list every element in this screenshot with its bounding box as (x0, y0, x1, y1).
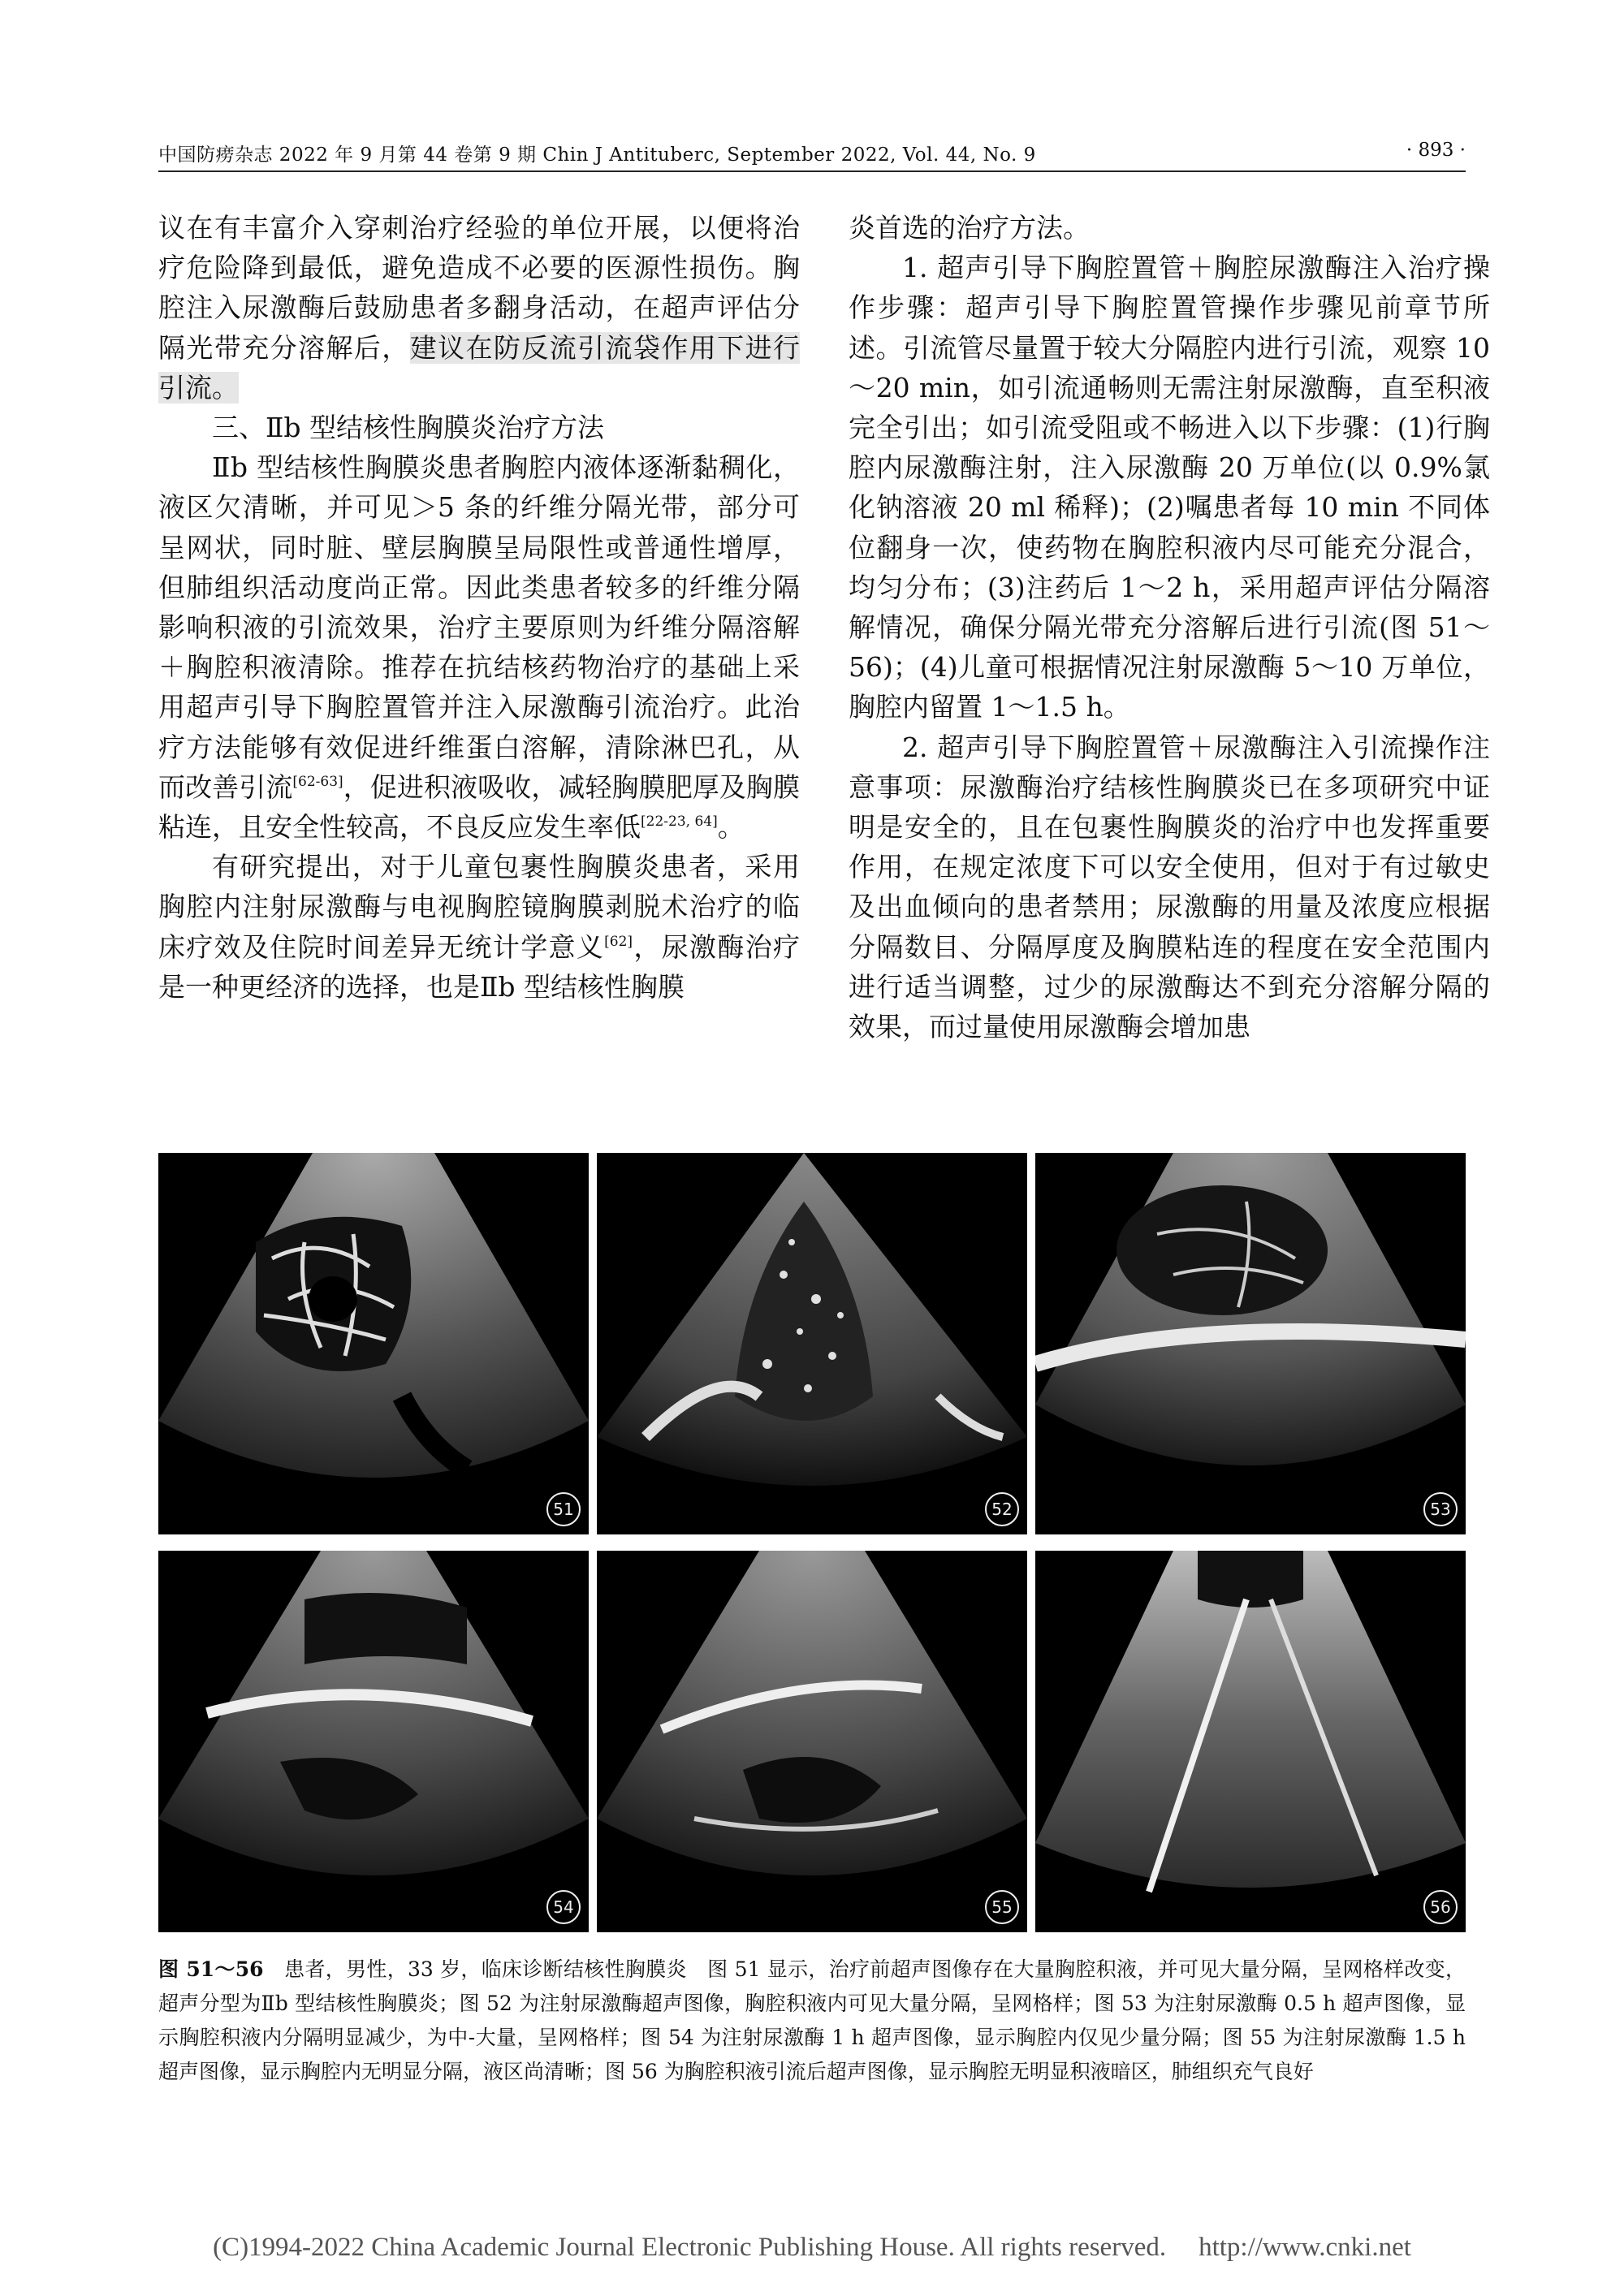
citation: [62-63] (292, 773, 343, 790)
paragraph: 1. 超声引导下胸腔置管＋胸腔尿激酶注入治疗操作步骤：超声引导下胸腔置管操作步骤见前章节所述。引流管尽量置于较大分隔腔内进行引流，观察 10～20 min，如引流通畅则无需注射尿激酶，直至积液完全引出；如引流受阻或不畅进入以下步骤：(1)行胸腔内尿激酶注射，注入尿激酶 20 万单位(以 0.9%氯化钠溶液 20 ml 稀释)；(2)嘱患者每 10 min 不同体位翻身一次，使药物在胸腔积液内尽可能充分混合，均匀分布；(3)注药后 1～2 h，采用超声评估分隔溶解情况，确保分隔光带充分溶解后进行引流(图 51～56)；(4)儿童可根据情况注射尿激酶 5～10 万单位，胸腔内留置 1～1.5 h。 (849, 252, 1490, 723)
paragraph: 炎首选的治疗方法。 (849, 212, 1090, 244)
right-column (849, 208, 1490, 1047)
paragraph: 有研究提出，对于儿童包裹性胸膜炎患者，采用胸腔内注射尿激酶与电视胸腔镜胸膜剥脱术治疗的临床疗效及住院时间差异无统计学意义[62]，尿激酶治疗是一种更经济的选择，也是Ⅱb 型结核性胸膜 (158, 851, 801, 1003)
ultrasound-sector (1035, 1551, 1466, 1932)
running-header (158, 138, 1466, 172)
figure-number-53: 53 (1423, 1492, 1458, 1526)
figure-number-55: 55 (985, 1890, 1019, 1924)
figure-number-56: 56 (1423, 1890, 1458, 1924)
paragraph: Ⅱb 型结核性胸膜炎患者胸腔内液体逐渐黏稠化，液区欠清晰，并可见＞5 条的纤维分隔光带，部分可呈网状，同时脏、壁层胸膜呈局限性或普通性增厚，但肺组织活动度尚正常。因此类患者较多的纤维分隔影响积液的引流效果，治疗主要原则为纤维分隔溶解＋胸腔积液清除。推荐在抗结核药物治疗的基础上采用超声引导下胸腔置管并注入尿激酶引流治疗。此治疗方法能够有效促进纤维蛋白溶解，清除淋巴孔，从而改善引流[62-63]，促进积液吸收，减轻胸膜肥厚及胸膜粘连，且安全性较高，不良反应发生率低[22-23, 64]。 (158, 451, 800, 844)
caption-text: 患者，男性，33 岁，临床诊断结核性胸膜炎 图 51 显示，治疗前超声图像存在大量胸腔积液，并可见大量分隔，呈网格样改变，超声分型为Ⅱb 型结核性胸膜炎；图 52 为注射尿激酶超声图像，胸腔积液内可见大量分隔，呈网格样；图 53 为注射尿激酶 0.5 h 超声图像，显示胸腔积液内分隔明显减少，为中-大量，呈网格样；图 54 为注射尿激酶 1 h 超声图像，显示胸腔内仅见少量分隔；图 55 为注射尿激酶 1.5 h 超声图像，显示胸腔内无明显分隔，液区尚清晰；图 56 为胸腔积液引流后超声图像，显示胸腔无明显积液暗区，肺组织充气良好 (158, 1957, 1466, 2083)
caption-label: 图 51～56 (158, 1957, 264, 1981)
copyright-footer (0, 2233, 1624, 2263)
ultrasound-figure-grid (158, 1153, 1466, 1932)
page-number: · 893 · (1406, 140, 1466, 161)
ultrasound-sector (1035, 1153, 1466, 1534)
figure-number-52: 52 (985, 1492, 1019, 1526)
citation: [22-23, 64] (641, 814, 718, 831)
journal-info: 中国防痨杂志 2022 年 9 月第 44 卷第 9 期 Chin J Antituberc, September 2022, Vol. 44, No. 9 (158, 145, 1036, 166)
citation: [62] (604, 933, 633, 950)
paragraph: 2. 超声引导下胸腔置管＋尿激酶注入引流操作注意事项：尿激酶治疗结核性胸膜炎已在多项研究中证明是安全的，且在包裹性胸膜炎的治疗中也发挥重要作用，在规定浓度下可以安全使用，但对于有过敏史及出血倾向的患者禁用；尿激酶的用量及浓度应根据分隔数目、分隔厚度及胸膜粘连的程度在安全范围内进行适当调整，过少的尿激酶达不到充分溶解分隔的效果，而过量使用尿激酶会增加患 (849, 731, 1490, 1043)
ultrasound-image-55 (597, 1551, 1027, 1932)
ultrasound-image-54 (158, 1551, 589, 1932)
paragraph: 议在有丰富介入穿刺治疗经验的单位开展，以便将治疗危险降到最低，避免造成不必要的医源性损伤。胸腔注入尿激酶后鼓励患者多翻身活动，在超声评估分隔光带充分溶解后，建议在防反流引流袋作用下进行引流。 (158, 212, 801, 404)
figure-number-51: 51 (546, 1492, 581, 1526)
ultrasound-image-52 (597, 1153, 1027, 1534)
section-heading: 三、Ⅱb 型结核性胸膜炎治疗方法 (212, 412, 605, 444)
left-column (158, 208, 800, 1007)
copyright-text: (C)1994-2022 China Academic Journal Electronic Publishing House. All rights reserved. (213, 2233, 1167, 2262)
figure-caption (158, 1953, 1466, 2089)
footer-url: http://www.cnki.net (1199, 2233, 1411, 2262)
ultrasound-sector (597, 1551, 1027, 1932)
highlighted-text: 建议在防反流引流袋作用下进行引流。 (158, 331, 801, 404)
ultrasound-image-56 (1035, 1551, 1466, 1932)
ultrasound-sector (158, 1153, 589, 1534)
figure-number-54: 54 (546, 1890, 581, 1924)
ultrasound-sector (597, 1153, 1027, 1534)
ultrasound-image-53 (1035, 1153, 1466, 1534)
ultrasound-image-51 (158, 1153, 589, 1534)
ultrasound-sector (158, 1551, 589, 1932)
